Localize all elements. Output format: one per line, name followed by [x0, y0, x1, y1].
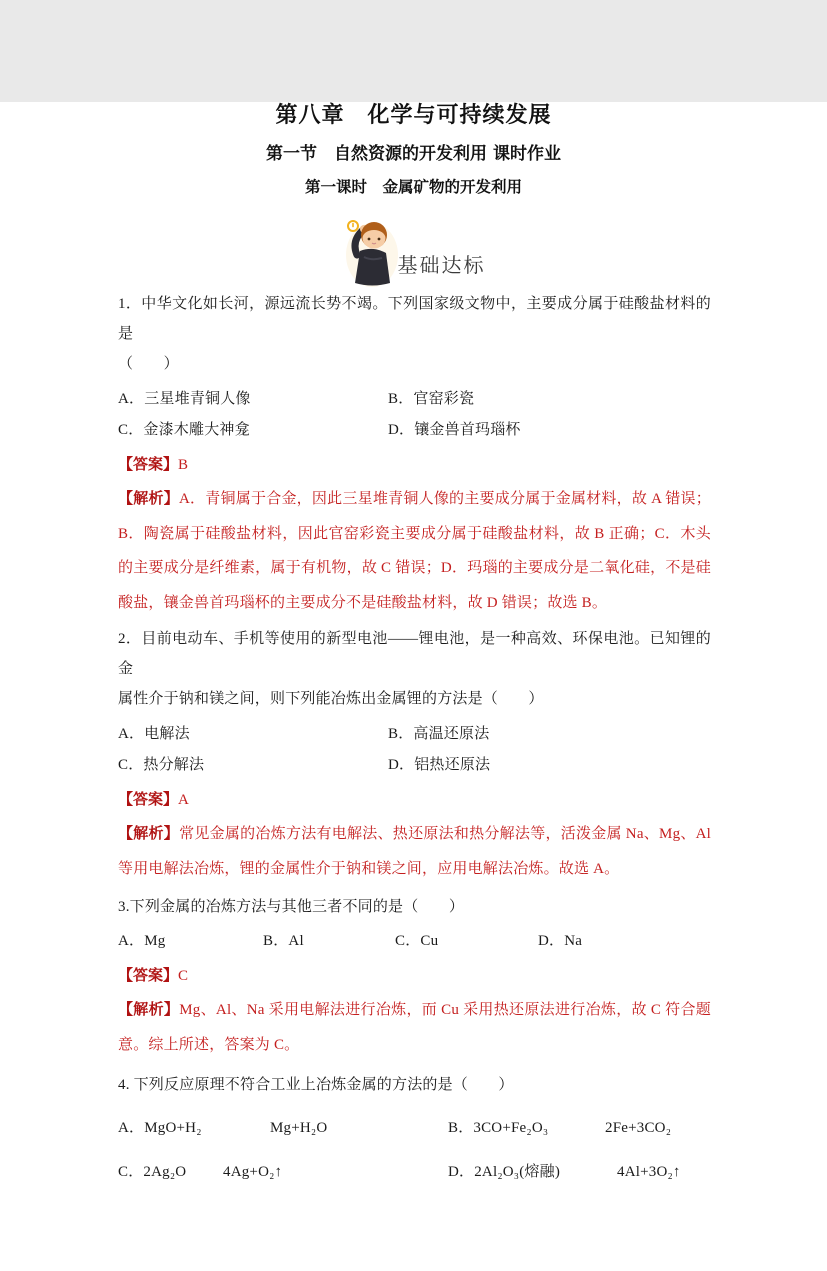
- question-4-equations-row1: [118, 1113, 711, 1143]
- analysis-text: A．青铜属于合金，因此三星堆青铜人像的主要成分属于金属材料，故 A 错误；B．陶瓷属于硅酸盐材料，因此官窑彩瓷主要成分属于硅酸盐材料，故 B 正确；C．木头的主要成分是纤维素，属于有机物，故 C 错误；D．玛瑙的主要成分是二氧化硅，不是硅酸盐，镶金兽首玛瑙杯的主要成分不是硅酸盐材料，故 D 错误；故选 B。: [118, 491, 711, 611]
- chapter-title: 第八章 化学与可持续发展: [275, 103, 552, 128]
- question-1-text-line2: （ ）: [118, 356, 179, 372]
- option-c: C．Cu: [395, 933, 439, 949]
- equation-c-products: 4Ag+O₂↑: [223, 1164, 283, 1180]
- question-1-options: [118, 384, 711, 446]
- equation-d-reactants: D．2Al₂O₃(熔融): [448, 1164, 561, 1180]
- option-d: D．Na: [538, 933, 583, 949]
- option-b: B．高温还原法: [388, 726, 490, 742]
- option-a: A．三星堆青铜人像: [118, 391, 251, 407]
- equation-b-products: 2Fe+3CO₂: [605, 1120, 672, 1136]
- equation-d-products: 4Al+3O₂↑: [617, 1164, 681, 1180]
- question-1: [118, 289, 711, 620]
- analysis-label: 【解析】: [118, 491, 179, 507]
- question-4-text: 4. 下列反应原理不符合工业上冶炼金属的方法的是（ ）: [118, 1077, 514, 1093]
- question-4: [118, 1070, 711, 1187]
- question-2-answer: [118, 785, 711, 816]
- answer-label: 【答案】: [118, 792, 179, 808]
- question-2-options: [118, 719, 711, 781]
- lesson-title: 第一课时 金属矿物的开发利用: [304, 178, 522, 196]
- analysis-label: 【解析】: [118, 826, 180, 842]
- equation-b-reactants: B．3CO+Fe₂O₃: [448, 1120, 549, 1136]
- question-3-analysis: [118, 993, 711, 1062]
- analysis-text: Mg、Al、Na 采用电解法进行冶炼，而 Cu 采用热还原法进行冶炼，故 C 符合题意。综上所述，答案为 C。: [118, 1002, 711, 1053]
- equation-a-reactants: A．MgO+H₂: [118, 1120, 202, 1136]
- question-2-text-line2: 属性介于钠和镁之间，则下列能冶炼出金属锂的方法是（ ）: [118, 691, 544, 707]
- option-a: A．电解法: [118, 726, 190, 742]
- badge-label: 基础达标: [397, 255, 486, 277]
- question-4-equations-row2: [118, 1157, 711, 1187]
- question-3: [118, 892, 711, 1062]
- section-badge: [0, 215, 827, 289]
- option-c: C．热分解法: [118, 757, 205, 773]
- question-3-options: [118, 926, 711, 957]
- option-b: B．Al: [263, 933, 304, 949]
- answer-label: 【答案】: [118, 457, 179, 473]
- question-2: [118, 624, 711, 886]
- option-d: D．铝热还原法: [388, 757, 491, 773]
- option-d: D．镶金兽首玛瑙杯: [388, 422, 521, 438]
- question-2-text-line1: 2．目前电动车、手机等使用的新型电池——锂电池，是一种高效、环保电池。已知锂的金: [118, 631, 711, 677]
- question-1-text-line1: 1．中华文化如长河，源远流长势不竭。下列国家级文物中，主要成分属于硅酸盐材料的是: [118, 296, 711, 342]
- question-3-text: 3.下列金属的冶炼方法与其他三者不同的是（ ）: [118, 899, 465, 915]
- question-1-answer: [118, 450, 711, 481]
- section-title: 第一节 自然资源的开发利用 课时作业: [266, 144, 561, 164]
- answer-value: C: [178, 968, 189, 984]
- equation-a-products: Mg+H₂O: [270, 1120, 328, 1136]
- thinking-student-icon: [342, 215, 398, 289]
- question-1-analysis: [118, 482, 711, 620]
- answer-value: B: [178, 457, 189, 473]
- question-2-analysis: [118, 817, 711, 886]
- option-c: C．金漆木雕大神龛: [118, 422, 250, 438]
- question-3-answer: [118, 961, 711, 992]
- answer-value: A: [178, 792, 189, 808]
- analysis-text: 常见金属的冶炼方法有电解法、热还原法和热分解法等，活泼金属 Na、Mg、Al 等用电解法冶炼，锂的金属性介于钠和镁之间，应用电解法冶炼。故选 A。: [118, 826, 711, 877]
- option-a: A．Mg: [118, 933, 166, 949]
- analysis-label: 【解析】: [118, 1002, 180, 1018]
- worksheet-page: [0, 102, 827, 1271]
- answer-label: 【答案】: [118, 968, 179, 984]
- option-b: B．官窑彩瓷: [388, 391, 475, 407]
- equation-c-reactants: C．2Ag₂O: [118, 1164, 187, 1180]
